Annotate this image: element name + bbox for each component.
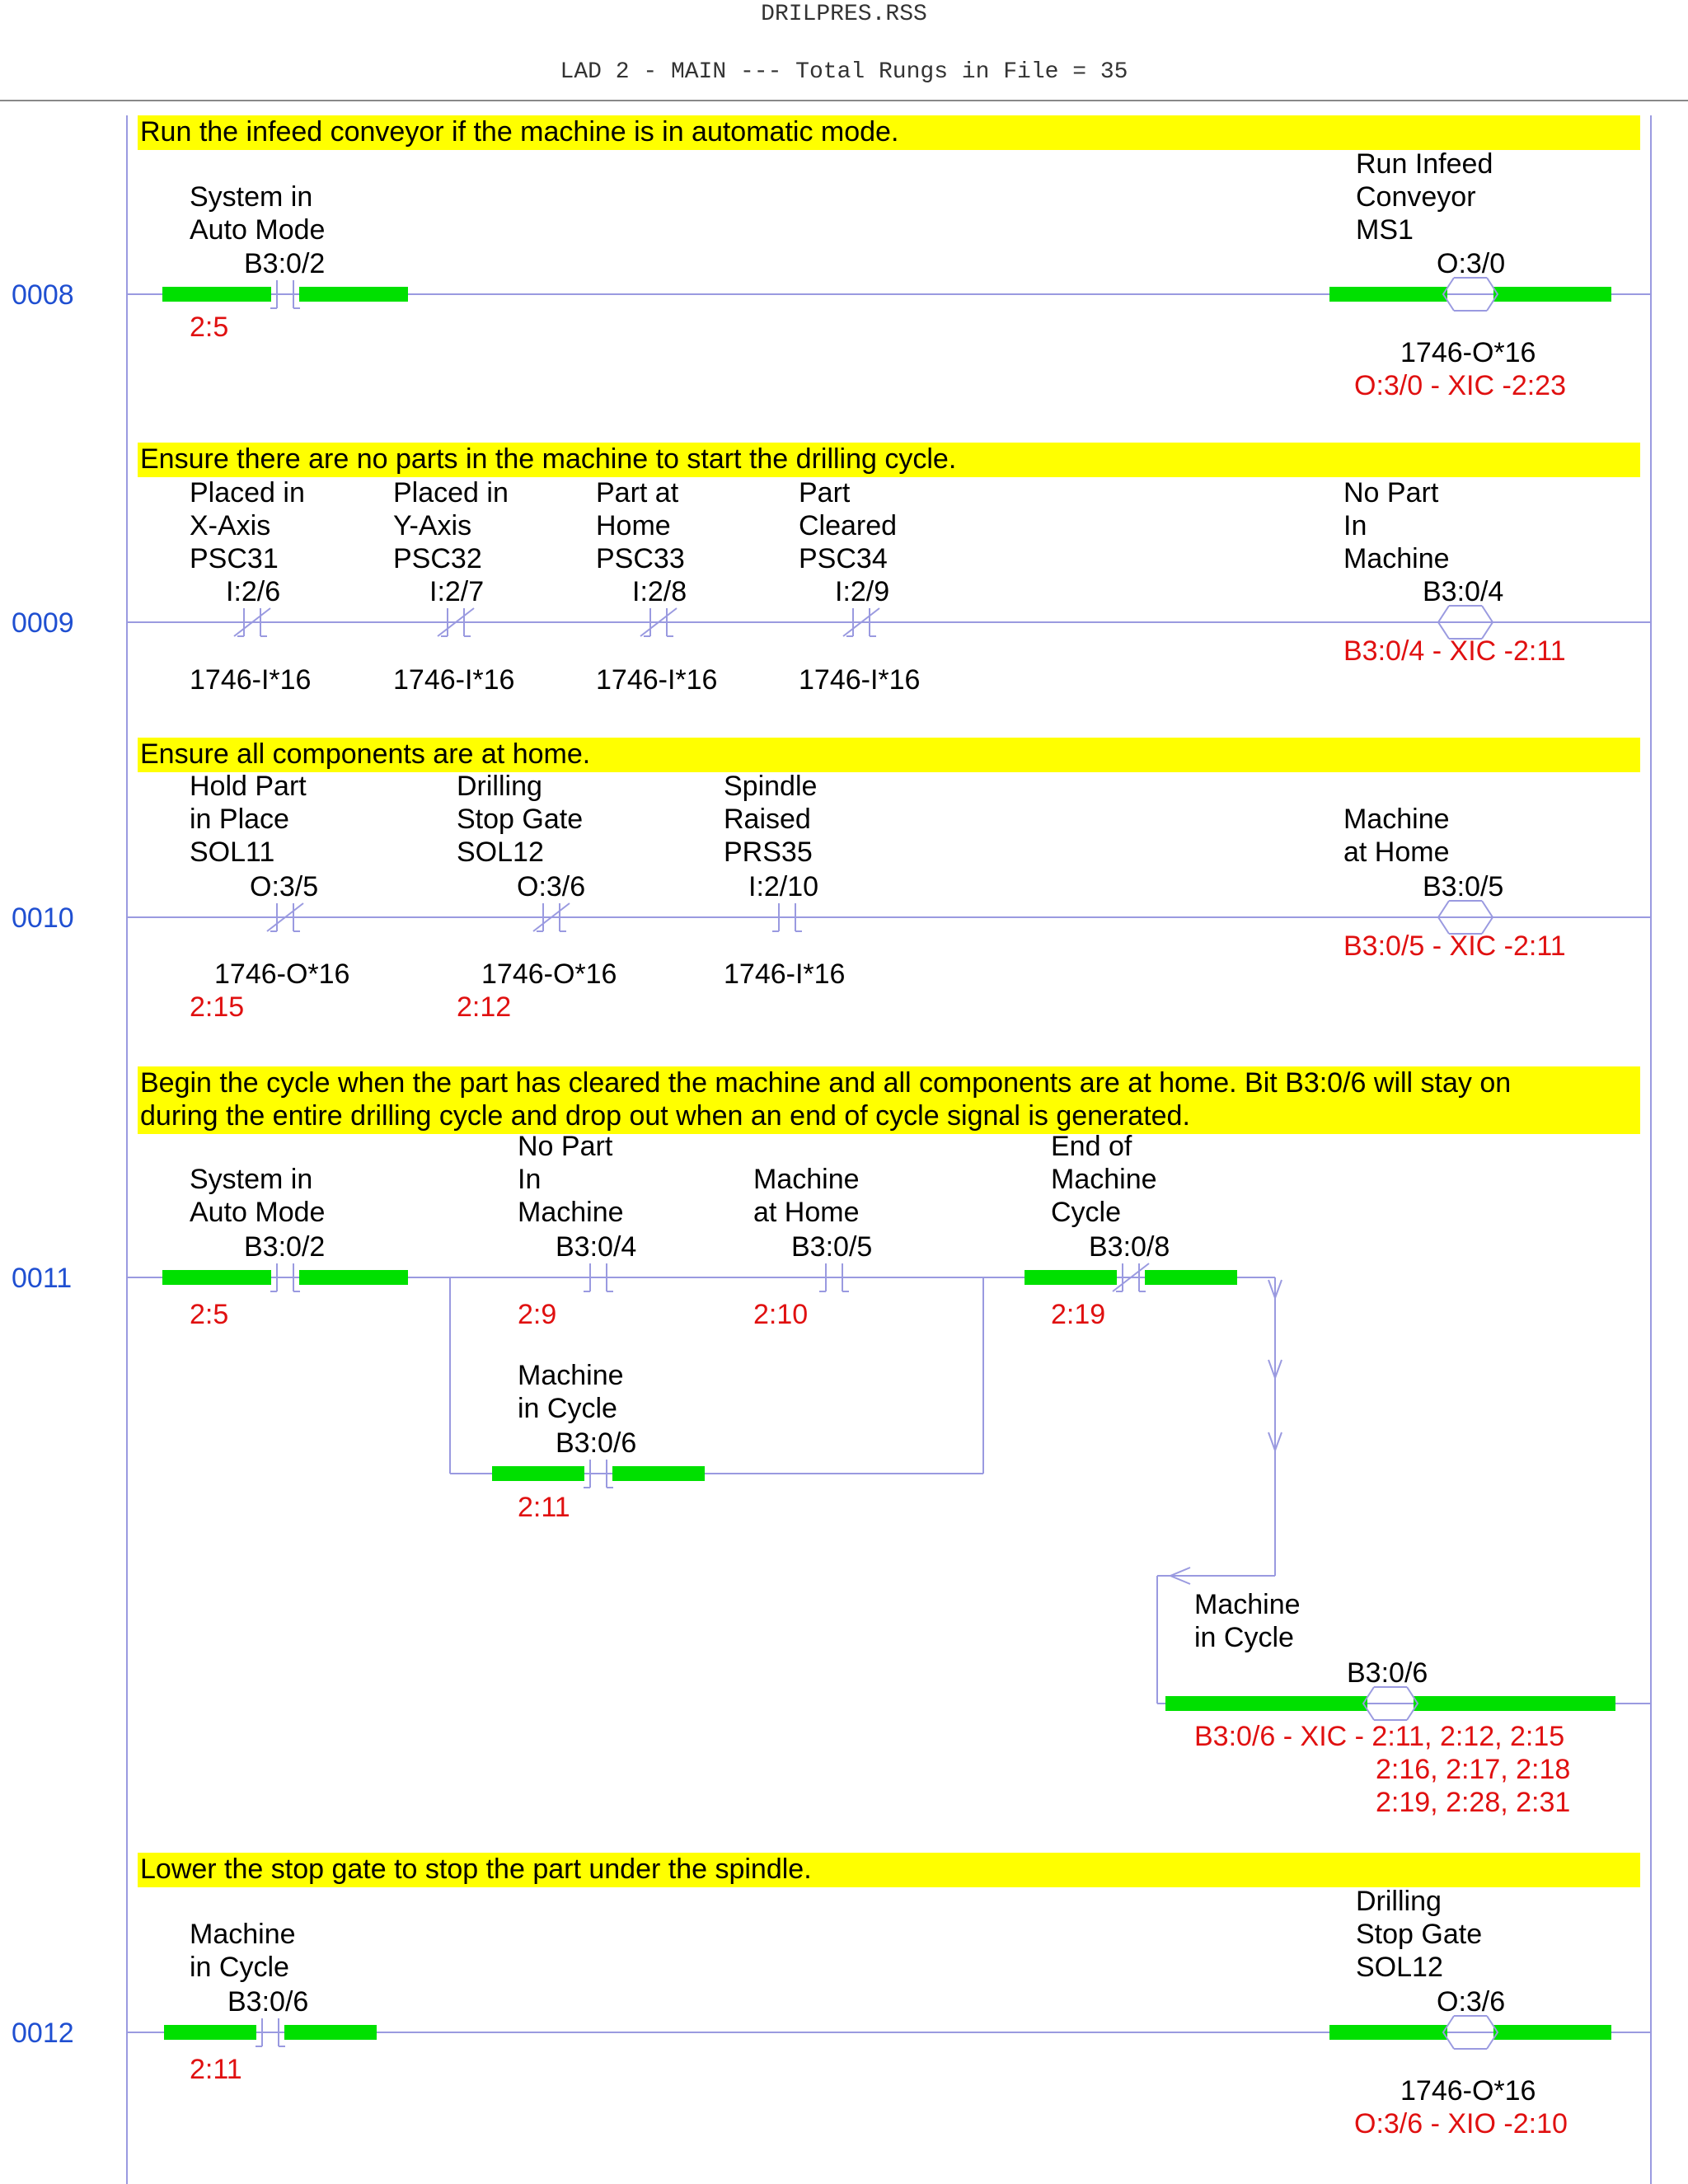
output-description: No Part xyxy=(1343,477,1439,509)
output-description: Drilling xyxy=(1356,1886,1442,1917)
output-description: Machine xyxy=(1343,804,1450,835)
rung-comment: Begin the cycle when the part has cleared the machine and all components are at home. Bit B3:0/6 will stay on xyxy=(140,1067,1512,1099)
instruction-xref: 2:15 xyxy=(190,991,245,1023)
output-module: 1746-O*16 xyxy=(1400,2075,1536,2107)
instruction-description: Machine xyxy=(518,1197,624,1228)
instruction-module: 1746-O*16 xyxy=(481,958,617,990)
instruction-description: Cycle xyxy=(1051,1197,1122,1228)
output-description: MS1 xyxy=(1356,214,1414,246)
instruction-address: B3:0/8 xyxy=(1089,1231,1170,1263)
instruction-energized-left xyxy=(1025,1270,1117,1285)
instruction-description: Part xyxy=(799,477,851,509)
output-energized-left xyxy=(1329,2025,1447,2040)
output-energized-left xyxy=(1329,287,1447,302)
instruction-address: I:2/7 xyxy=(429,576,485,607)
page-subtitle: LAD 2 - MAIN --- Total Rungs in File = 35 xyxy=(560,59,1128,85)
instruction-description: System in xyxy=(190,181,313,213)
output-energized-right xyxy=(1493,2025,1611,2040)
instruction-xref: 2:12 xyxy=(457,991,512,1023)
instruction-xref: 2:9 xyxy=(518,1299,557,1330)
instruction-xref: 2:10 xyxy=(753,1299,809,1330)
output-xref: B3:0/4 - XIC -2:11 xyxy=(1343,635,1566,667)
rung-comment: Lower the stop gate to stop the part under the spindle. xyxy=(140,1854,812,1885)
output-address: O:3/6 xyxy=(1437,1986,1506,2018)
instruction-energized-right xyxy=(284,2025,377,2040)
instruction-description: Part at xyxy=(596,477,679,509)
rung-number: 0010 xyxy=(12,902,74,934)
instruction-description: PSC33 xyxy=(596,543,685,574)
instruction-description: Home xyxy=(596,510,671,541)
instruction-description: Placed in xyxy=(190,477,305,509)
output-address: B3:0/5 xyxy=(1423,871,1504,902)
rung-comment: Ensure there are no parts in the machine to start the drilling cycle. xyxy=(140,443,957,475)
instruction-description: Raised xyxy=(724,804,811,835)
instruction-energized-right xyxy=(1145,1270,1237,1285)
instruction-address: B3:0/6 xyxy=(556,1427,637,1459)
instruction-energized-right xyxy=(299,287,408,302)
instruction-description: Drilling xyxy=(457,771,542,802)
instruction-description: PSC31 xyxy=(190,543,279,574)
output-description: Stop Gate xyxy=(1356,1919,1483,1950)
instruction-description: In xyxy=(518,1164,542,1195)
instruction-xref: 2:5 xyxy=(190,1299,229,1330)
instruction-xref: 2:5 xyxy=(190,312,229,343)
output-description: at Home xyxy=(1343,837,1450,868)
output-xref: 2:19, 2:28, 2:31 xyxy=(1376,1787,1571,1818)
instruction-description: Auto Mode xyxy=(190,214,326,246)
instruction-module: 1746-I*16 xyxy=(190,664,312,696)
instruction-description: in Cycle xyxy=(190,1952,289,1983)
instruction-energized-right xyxy=(299,1270,408,1285)
instruction-module: 1746-I*16 xyxy=(393,664,515,696)
instruction-description: Y-Axis xyxy=(393,510,472,541)
instruction-description: End of xyxy=(1051,1131,1132,1162)
instruction-description: PSC34 xyxy=(799,543,888,574)
instruction-address: B3:0/2 xyxy=(244,248,326,279)
instruction-description: SOL11 xyxy=(190,837,275,868)
instruction-xref: 2:11 xyxy=(190,2054,242,2085)
instruction-module: 1746-I*16 xyxy=(799,664,921,696)
instruction-address: I:2/6 xyxy=(226,576,281,607)
output-xref: B3:0/5 - XIC -2:11 xyxy=(1343,930,1566,962)
instruction-module: 1746-I*16 xyxy=(724,958,846,990)
output-xref: O:3/6 - XIO -2:10 xyxy=(1354,2108,1568,2139)
instruction-description: in Place xyxy=(190,804,289,835)
instruction-description: Machine xyxy=(1051,1164,1157,1195)
instruction-address: O:3/5 xyxy=(250,871,319,902)
output-energized-right xyxy=(1414,1696,1615,1711)
rung-number: 0012 xyxy=(12,2018,74,2049)
output-module: 1746-O*16 xyxy=(1400,337,1536,368)
instruction-description: Machine xyxy=(190,1919,296,1950)
instruction-description: in Cycle xyxy=(518,1393,617,1424)
instruction-address: B3:0/4 xyxy=(556,1231,637,1263)
instruction-address: O:3/6 xyxy=(517,871,586,902)
instruction-description: System in xyxy=(190,1164,313,1195)
instruction-address: I:2/10 xyxy=(748,871,819,902)
instruction-address: B3:0/5 xyxy=(791,1231,873,1263)
output-description: Conveyor xyxy=(1356,181,1476,213)
output-energized-right xyxy=(1493,287,1611,302)
rung-comment: Run the infeed conveyor if the machine is in automatic mode. xyxy=(140,116,899,148)
output-address: B3:0/6 xyxy=(1347,1657,1428,1689)
instruction-description: Stop Gate xyxy=(457,804,584,835)
output-xref: O:3/0 - XIC -2:23 xyxy=(1354,370,1566,401)
instruction-energized-left xyxy=(164,2025,256,2040)
output-description: Machine xyxy=(1194,1589,1301,1620)
output-address: O:3/0 xyxy=(1437,248,1506,279)
instruction-energized-left xyxy=(492,1466,584,1481)
instruction-description: Machine xyxy=(753,1164,860,1195)
instruction-address: I:2/8 xyxy=(632,576,687,607)
instruction-description: Placed in xyxy=(393,477,509,509)
output-xref: 2:16, 2:17, 2:18 xyxy=(1376,1754,1571,1785)
output-description: SOL12 xyxy=(1356,1952,1443,1983)
output-description: in Cycle xyxy=(1194,1622,1294,1653)
instruction-description: Machine xyxy=(518,1360,624,1391)
instruction-description: PSC32 xyxy=(393,543,482,574)
instruction-energized-left xyxy=(162,287,271,302)
output-xref: B3:0/6 - XIC - 2:11, 2:12, 2:15 xyxy=(1194,1721,1565,1752)
instruction-module: 1746-O*16 xyxy=(214,958,350,990)
output-description: Run Infeed xyxy=(1356,148,1493,180)
instruction-module: 1746-I*16 xyxy=(596,664,718,696)
rung-comment: Ensure all components are at home. xyxy=(140,738,591,770)
output-energized-left xyxy=(1165,1696,1367,1711)
instruction-description: PRS35 xyxy=(724,837,813,868)
instruction-description: X-Axis xyxy=(190,510,271,541)
instruction-description: Spindle xyxy=(724,771,818,802)
rung-number: 0008 xyxy=(12,279,74,311)
output-address: B3:0/4 xyxy=(1423,576,1504,607)
instruction-description: Auto Mode xyxy=(190,1197,326,1228)
instruction-description: Hold Part xyxy=(190,771,307,802)
instruction-energized-left xyxy=(162,1270,271,1285)
instruction-description: at Home xyxy=(753,1197,860,1228)
instruction-address: I:2/9 xyxy=(835,576,890,607)
file-name: DRILPRES.RSS xyxy=(761,2,927,27)
instruction-address: B3:0/6 xyxy=(227,1986,309,2018)
instruction-address: B3:0/2 xyxy=(244,1231,326,1263)
instruction-description: SOL12 xyxy=(457,837,544,868)
instruction-xref: 2:11 xyxy=(518,1492,570,1523)
output-description: In xyxy=(1343,510,1367,541)
instruction-xref: 2:19 xyxy=(1051,1299,1106,1330)
instruction-description: Cleared xyxy=(799,510,898,541)
instruction-energized-right xyxy=(612,1466,705,1481)
output-description: Machine xyxy=(1343,543,1450,574)
rung-number: 0011 xyxy=(12,1263,73,1294)
instruction-description: No Part xyxy=(518,1131,613,1162)
rung-number: 0009 xyxy=(12,607,74,639)
rung-comment: during the entire drilling cycle and drop out when an end of cycle signal is generated. xyxy=(140,1100,1190,1132)
